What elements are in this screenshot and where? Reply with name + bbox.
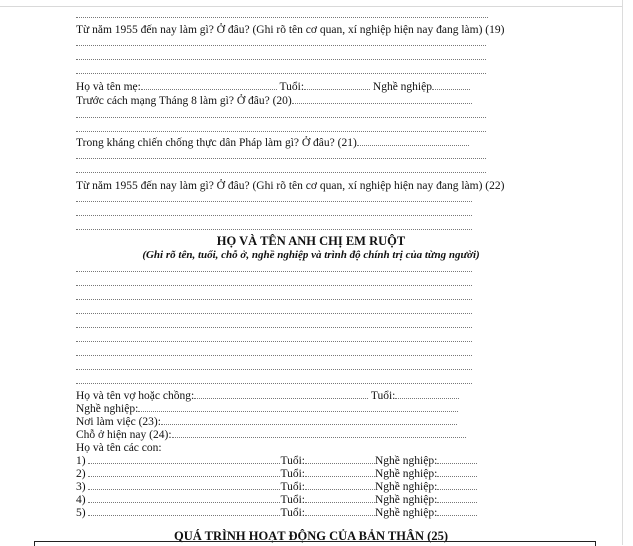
dotted-line [76, 226, 472, 230]
mother-name-label: Họ và tên mẹ: [76, 81, 141, 93]
child-job-label: Nghề nghiệp: [374, 468, 438, 480]
dotted-line [76, 14, 488, 18]
dotted-line [76, 169, 486, 173]
dotted-line [76, 366, 472, 370]
child-age-label: Tuổi: [280, 455, 305, 467]
siblings-heading: HỌ VÀ TÊN ANH CHỊ EM RUỘT [216, 234, 406, 248]
spouse-job-line [76, 402, 458, 416]
dotted-line [76, 212, 472, 216]
child-job-label: Nghề nghiệp: [374, 481, 438, 493]
child-age-label: Tuổi: [280, 507, 305, 519]
activities-table-border [34, 541, 596, 546]
child-row-1 [76, 454, 477, 468]
dotted-line [76, 42, 486, 46]
child-age-label: Tuổi: [280, 494, 305, 506]
dotted-line [76, 282, 472, 286]
activities-heading: QUÁ TRÌNH HOẠT ĐỘNG CỦA BẢN THÂN (25) [174, 529, 448, 543]
child-row-4 [76, 493, 477, 507]
mother-before-revolution-line [76, 94, 472, 108]
spouse-name-line [76, 389, 459, 403]
mother-info-line [76, 80, 470, 94]
mother-age-label: Tuổi: [279, 81, 305, 93]
dotted-line [76, 296, 472, 300]
child-row-5 [76, 506, 477, 520]
dotted-line [76, 70, 486, 74]
mother-job-label: Nghề nghiệp [372, 81, 432, 93]
dotted-line [76, 155, 486, 159]
child-number: 1) [76, 455, 86, 467]
child-age-label: Tuổi: [280, 481, 305, 493]
spouse-address-label: Chỗ ở hiện nay (24): [76, 429, 172, 441]
dotted-line [76, 268, 472, 272]
dotted-line [76, 324, 472, 328]
dotted-line [76, 56, 486, 60]
scrollbar-track[interactable] [622, 0, 633, 545]
spouse-age-label: Tuổi: [370, 390, 396, 402]
dotted-line [76, 198, 472, 202]
children-label: Họ và tên các con: [76, 442, 162, 454]
child-number: 4) [76, 494, 86, 506]
dotted-line [76, 380, 472, 384]
child-job-label: Nghề nghiệp: [374, 507, 438, 519]
child-row-2 [76, 467, 477, 481]
father-1955-question: Từ năm 1955 đến nay làm gì? Ở đâu? (Ghi rõ tên cơ quan, xí nghiệp hiện nay đang làm) (19) [76, 24, 505, 36]
spouse-job-label: Nghề nghiệp: [76, 403, 139, 415]
siblings-subheading: (Ghi rõ tên, tuổi, chỗ ở, nghề nghiệp và trình độ chính trị của từng người) [142, 249, 480, 261]
spouse-name-label: Họ và tên vợ hoặc chồng: [76, 390, 195, 402]
dotted-line [76, 352, 472, 356]
document-page [76, 6, 546, 545]
mother-before-revolution-question: Trước cách mạng Tháng 8 làm gì? Ở đâu? (20) [76, 95, 292, 107]
mother-1955-question: Từ năm 1955 đến nay làm gì? Ở đâu? (Ghi rõ tên cơ quan, xí nghiệp hiện nay đang làm) (22) [76, 180, 505, 192]
child-number: 2) [76, 468, 86, 480]
spouse-address-line [76, 428, 466, 442]
child-age-label: Tuổi: [280, 468, 305, 480]
spouse-work-line [76, 415, 457, 429]
child-number: 3) [76, 481, 86, 493]
spouse-work-label: Nơi làm việc (23): [76, 416, 161, 428]
child-job-label: Nghề nghiệp: [374, 494, 438, 506]
mother-war-question: Trong kháng chiến chống thực dân Pháp làm gì? Ở đâu? (21) [76, 137, 357, 149]
child-row-3 [76, 480, 477, 494]
mother-war-line [76, 136, 469, 150]
dotted-line [76, 114, 486, 118]
dotted-line [76, 310, 472, 314]
child-job-label: Nghề nghiệp: [374, 455, 438, 467]
dotted-line [76, 338, 472, 342]
child-number: 5) [76, 507, 86, 519]
dotted-line [76, 128, 486, 132]
